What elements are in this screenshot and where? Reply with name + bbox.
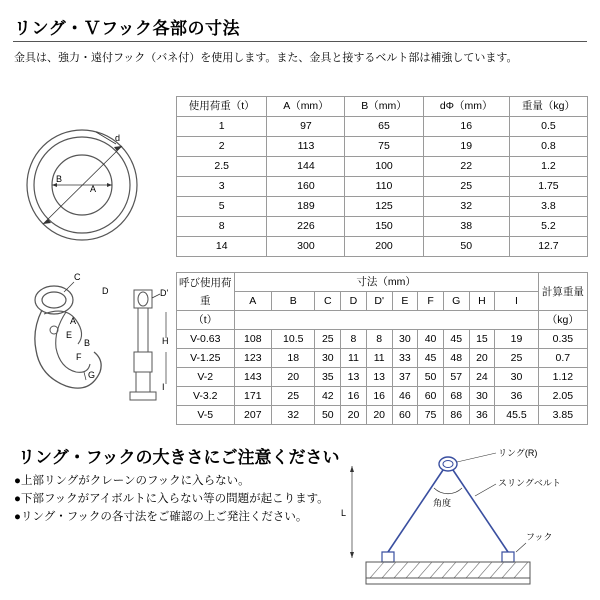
cell: 171 <box>234 387 272 406</box>
cell: 108 <box>234 330 272 349</box>
table-row <box>177 137 588 157</box>
cell: 42 <box>315 387 341 406</box>
cell: 33 <box>392 349 418 368</box>
page-title: リング・Ｖフック各部の寸法 <box>14 19 240 38</box>
cell: 97 <box>267 117 345 137</box>
cell: 0.8 <box>509 137 587 157</box>
cell: 60 <box>392 406 418 425</box>
table-row <box>177 177 588 197</box>
cell: 13 <box>366 368 392 387</box>
hook-th-i: I <box>495 292 538 311</box>
hook-th-c: C <box>315 292 341 311</box>
cell: V-5 <box>177 406 235 425</box>
cell: 50 <box>418 368 444 387</box>
cell: 1.2 <box>509 157 587 177</box>
cell: 45.5 <box>495 406 538 425</box>
cell: 150 <box>345 217 423 237</box>
sling-label-height: L <box>341 508 347 518</box>
cell: 75 <box>345 137 423 157</box>
sling-label-belt: スリングベルト <box>498 478 561 488</box>
cell: 2.05 <box>538 387 587 406</box>
cell: V-3.2 <box>177 387 235 406</box>
title-divider <box>13 41 587 42</box>
notice-list <box>14 472 334 526</box>
cell: 300 <box>267 237 345 257</box>
cell: 32 <box>272 406 315 425</box>
hook-th-group-1: 寸法（mm） <box>234 273 538 292</box>
ring-th-2: B（mm） <box>345 97 423 117</box>
table-group-header-row <box>177 273 588 292</box>
cell: 16 <box>423 117 509 137</box>
hook-th-d: D <box>341 292 367 311</box>
cell: 200 <box>345 237 423 257</box>
ring-th-4: 重量（kg） <box>509 97 587 117</box>
table-subheader-units-row <box>177 311 588 330</box>
cell: 30 <box>392 330 418 349</box>
cell: 36 <box>469 406 495 425</box>
cell: 20 <box>341 406 367 425</box>
hook-th-e: E <box>392 292 418 311</box>
cell: 14 <box>177 237 267 257</box>
cell: 0.35 <box>538 330 587 349</box>
cell: 207 <box>234 406 272 425</box>
cell: 5.2 <box>509 217 587 237</box>
notice-title: リング・フックの大きさにご注意ください <box>18 448 340 467</box>
cell: 160 <box>267 177 345 197</box>
hook-th-a: A <box>234 292 272 311</box>
cell: 60 <box>418 387 444 406</box>
cell: 35 <box>315 368 341 387</box>
cell: 16 <box>366 387 392 406</box>
hook-label-g: G <box>88 370 96 380</box>
table-row <box>177 387 588 406</box>
cell: 5 <box>177 197 267 217</box>
ring-th-1: A（mm） <box>267 97 345 117</box>
cell: 25 <box>315 330 341 349</box>
sling-label-hook: フック <box>526 532 553 542</box>
sling-label-ring: リング(R) <box>498 448 538 458</box>
cell: 20 <box>469 349 495 368</box>
sling-label-angle: 角度 <box>433 498 452 508</box>
cell: 25 <box>272 387 315 406</box>
hook-th-g: G <box>443 292 469 311</box>
cell: 65 <box>345 117 423 137</box>
cell: 0.7 <box>538 349 587 368</box>
ring-dimension-table <box>176 96 588 257</box>
cell: 16 <box>341 387 367 406</box>
cell: 143 <box>234 368 272 387</box>
table-row <box>177 349 588 368</box>
table-row <box>177 117 588 137</box>
cell: 50 <box>423 237 509 257</box>
cell: 30 <box>469 387 495 406</box>
cell: 38 <box>423 217 509 237</box>
cell: 8 <box>366 330 392 349</box>
cell: 30 <box>315 349 341 368</box>
cell: 86 <box>443 406 469 425</box>
table-header-row <box>177 292 588 311</box>
hook-th-f: F <box>418 292 444 311</box>
hook-th-unit-t: （t） <box>177 311 235 330</box>
cell: 0.5 <box>509 117 587 137</box>
cell: 2.5 <box>177 157 267 177</box>
hook-label-a: A <box>70 316 77 326</box>
cell: 125 <box>345 197 423 217</box>
cell: 75 <box>418 406 444 425</box>
cell: 45 <box>418 349 444 368</box>
ring-th-3: dΦ（mm） <box>423 97 509 117</box>
cell: 1.75 <box>509 177 587 197</box>
list-item: ●上部リングがクレーンのフックに入らない。 <box>14 475 250 487</box>
ring-diagram <box>10 118 170 258</box>
cell: 40 <box>418 330 444 349</box>
hook-th-group-0: 呼び使用荷重 <box>177 273 235 311</box>
cell: 48 <box>443 349 469 368</box>
cell: 100 <box>345 157 423 177</box>
cell: 30 <box>495 368 538 387</box>
cell: 10.5 <box>272 330 315 349</box>
cell: 24 <box>469 368 495 387</box>
cell: 68 <box>443 387 469 406</box>
cell: 25 <box>495 349 538 368</box>
cell: 3.85 <box>538 406 587 425</box>
cell: 8 <box>177 217 267 237</box>
table-row <box>177 157 588 177</box>
cell: 22 <box>423 157 509 177</box>
cell: 20 <box>272 368 315 387</box>
ring-label-b: B <box>56 174 63 184</box>
cell: 50 <box>315 406 341 425</box>
hook-label-d: D <box>102 286 109 296</box>
table-row <box>177 406 588 425</box>
cell: 36 <box>495 387 538 406</box>
cell: 45 <box>443 330 469 349</box>
intro-text: 金具は、強力・遠付フック（バネ付）を使用します。また、金具と接するベルト部は補強しています。 <box>14 52 518 64</box>
cell: 57 <box>443 368 469 387</box>
cell: 110 <box>345 177 423 197</box>
cell: 3.8 <box>509 197 587 217</box>
cell: 32 <box>423 197 509 217</box>
cell: 226 <box>267 217 345 237</box>
table-row <box>177 197 588 217</box>
ring-label-d: d <box>115 133 121 143</box>
hook-label-i: I <box>162 382 165 392</box>
hook-diagram <box>14 268 184 428</box>
cell: 113 <box>267 137 345 157</box>
cell: 20 <box>366 406 392 425</box>
hook-th-unit-kg: （kg） <box>538 311 587 330</box>
hook-th-group-2: 計算重量 <box>538 273 587 311</box>
hook-label-b: B <box>84 338 91 348</box>
cell: 15 <box>469 330 495 349</box>
cell: 37 <box>392 368 418 387</box>
hook-label-h: H <box>162 336 169 346</box>
sling-diagram <box>330 440 592 595</box>
cell: 13 <box>341 368 367 387</box>
list-item: ●下部フックがアイボルトに入らない等の問題が起こります。 <box>14 493 329 505</box>
table-row <box>177 368 588 387</box>
cell: 25 <box>423 177 509 197</box>
hook-label-f: F <box>76 352 82 362</box>
table-row <box>177 217 588 237</box>
cell: 144 <box>267 157 345 177</box>
cell: 1 <box>177 117 267 137</box>
hook-dimension-table <box>176 272 588 425</box>
cell: 2 <box>177 137 267 157</box>
hook-th-dprime: D' <box>366 292 392 311</box>
cell: 1.12 <box>538 368 587 387</box>
cell: 11 <box>366 349 392 368</box>
cell: 18 <box>272 349 315 368</box>
hook-label-e: E <box>66 330 73 340</box>
hook-th-b: B <box>272 292 315 311</box>
cell: 19 <box>495 330 538 349</box>
cell: 3 <box>177 177 267 197</box>
cell: V-1.25 <box>177 349 235 368</box>
table-header-row <box>177 97 588 117</box>
table-row <box>177 237 588 257</box>
hook-th-h: H <box>469 292 495 311</box>
cell: 12.7 <box>509 237 587 257</box>
cell: 8 <box>341 330 367 349</box>
ring-label-a: A <box>90 184 97 194</box>
hook-label-c: C <box>74 272 81 282</box>
cell: 123 <box>234 349 272 368</box>
cell: 46 <box>392 387 418 406</box>
cell: 11 <box>341 349 367 368</box>
cell: V-2 <box>177 368 235 387</box>
cell: 19 <box>423 137 509 157</box>
hook-label-dprime: D' <box>160 288 169 298</box>
table-row <box>177 330 588 349</box>
list-item: ●リング・フックの各寸法をご確認の上ご発注ください。 <box>14 511 308 523</box>
ring-th-0: 使用荷重（t） <box>177 97 267 117</box>
cell: V-0.63 <box>177 330 235 349</box>
cell: 189 <box>267 197 345 217</box>
